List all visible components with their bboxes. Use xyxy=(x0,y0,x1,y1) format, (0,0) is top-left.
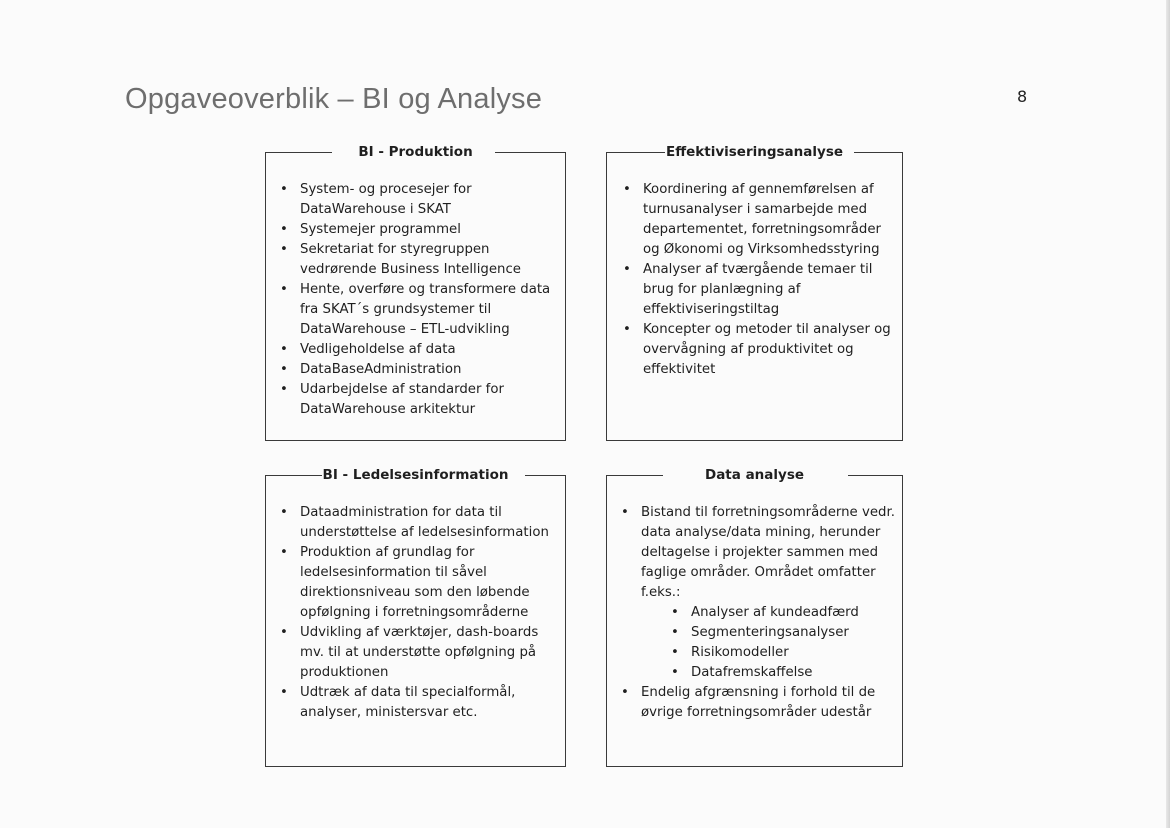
sub-list-item: • Analyser af kundeadfærd xyxy=(671,603,896,623)
sub-list-item: • Datafremskaffelse xyxy=(671,663,896,683)
panel-bi-produktion xyxy=(265,144,566,441)
panel-title: BI - Ledelsesinformation xyxy=(322,467,509,483)
panel-body xyxy=(280,180,559,420)
list-item: • Endelig afgrænsning i forhold til de øvrige forretningsområder udestår xyxy=(621,683,896,723)
list-item: • Koncepter og metoder til analyser og overvågning af produktivitet og effektivitet xyxy=(623,320,898,380)
page-number: 8 xyxy=(1017,87,1028,106)
panel-title: BI - Produktion xyxy=(358,144,473,160)
panel-body xyxy=(621,503,896,723)
list-item: • Udarbejdelse af standarder for DataWarehouse arkitektur xyxy=(280,380,559,420)
list-item: • Vedligeholdelse af data xyxy=(280,340,559,360)
list-item: • Sekretariat for styregruppen vedrørende Business Intelligence xyxy=(280,240,559,280)
page-title: Opgaveoverblik – BI og Analyse xyxy=(125,83,543,115)
panel-title: Data analyse xyxy=(704,467,805,483)
panel-data-analyse xyxy=(606,467,903,767)
list-item: • Udtræk af data til specialformål, analyser, ministersvar etc. xyxy=(280,683,559,723)
list-item-text: Bistand til forretningsområderne vedr. data analyse/data mining, herunder deltagelse i projekter sammen med faglige områder. Området omfatter f.eks.: xyxy=(641,505,895,600)
panel-bi-ledelsesinformation xyxy=(265,467,566,767)
panel-body xyxy=(280,503,559,723)
panel-title: Effektiviseringsanalyse xyxy=(665,144,844,160)
sub-bullet-list xyxy=(641,603,896,683)
list-item: • Hente, overføre og transformere data fra SKAT´s grundsystemer til DataWarehouse – ETL-udvikling xyxy=(280,280,559,340)
list-item xyxy=(621,503,896,683)
list-item: • Koordinering af gennemførelsen af turnusanalyser i samarbejde med departementet, forretningsområder og Økonomi og Virksomhedsstyring xyxy=(623,180,898,260)
list-item: • Udvikling af værktøjer, dash-boards mv. til at understøtte opfølgning på produktionen xyxy=(280,623,559,683)
list-item: • Systemejer programmel xyxy=(280,220,559,240)
list-item: • System- og procesejer for DataWarehouse i SKAT xyxy=(280,180,559,220)
bullet-list xyxy=(280,180,559,420)
panel-body xyxy=(623,180,898,380)
list-item: • Dataadministration for data til understøttelse af ledelsesinformation xyxy=(280,503,559,543)
list-item: • Analyser af tværgående temaer til brug for planlægning af effektiviseringstiltag xyxy=(623,260,898,320)
bullet-list xyxy=(623,180,898,380)
sub-list-item: • Risikomodeller xyxy=(671,643,896,663)
panel-effektiviseringsanalyse xyxy=(606,144,903,441)
list-item: • Produktion af grundlag for ledelsesinformation til såvel direktionsniveau som den løbende opfølgning i forretningsområderne xyxy=(280,543,559,623)
sub-list-item: • Segmenteringsanalyser xyxy=(671,623,896,643)
bullet-list xyxy=(280,503,559,723)
page-edge xyxy=(1166,0,1170,828)
list-item: • DataBaseAdministration xyxy=(280,360,559,380)
bullet-list xyxy=(621,503,896,723)
